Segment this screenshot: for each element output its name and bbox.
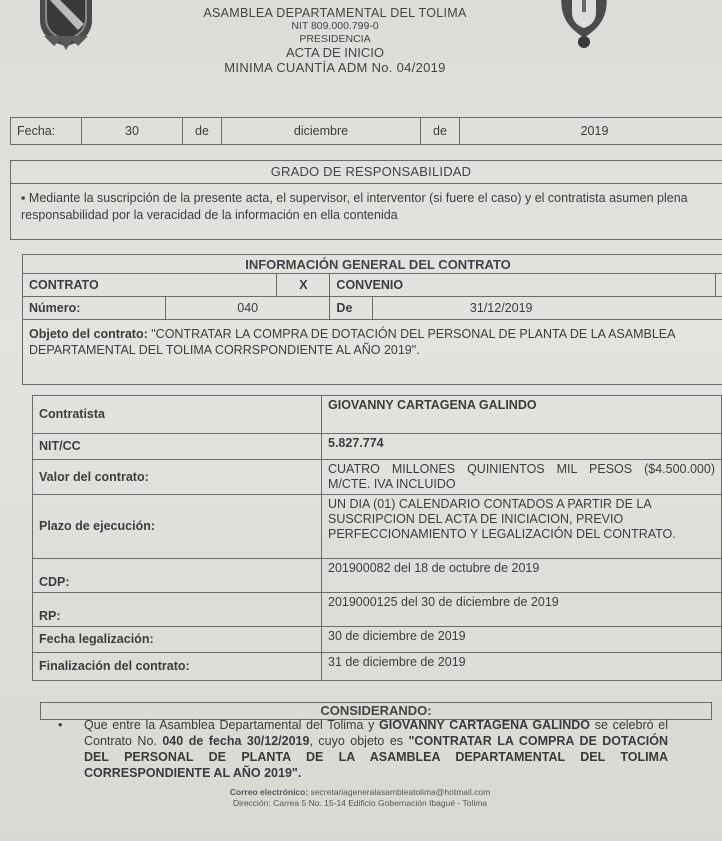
detail-label: Plazo de ejecución:	[33, 495, 322, 559]
detail-value: 5.827.774	[322, 434, 722, 460]
text-run: se celebró el Contrato No.	[84, 718, 668, 748]
detail-value: UN DIA (01) CALENDARIO CONTADOS A PARTIR DE LA SUSCRIPCION DEL ACTA DE INICIACION, PREVIO PERFECCIONAMIENTO Y LEGALIZACIÓN DEL CONTRATO.	[322, 495, 722, 559]
document-header	[150, 6, 520, 75]
square-bullet-icon: ▪	[21, 191, 26, 205]
detail-value: 2019000125 del 30 de diciembre de 2019	[322, 593, 722, 627]
footer-address-line	[150, 798, 570, 809]
address-value: Carrea 5 No. 15-14 Edificio Gobernación Ibagué - Tolima	[273, 798, 488, 808]
responsibility-text: Mediante la suscripción de la presente acta, el supervisor, el interventor (si fuere el caso) y el contratista asumen plena responsabilidad por la veracidad de la información en ella contenida	[21, 191, 688, 222]
org-nit: NIT 809.000.799-0	[291, 20, 379, 32]
colombia-coat-of-arms-icon	[556, 0, 612, 52]
date-de-1: de	[183, 118, 222, 145]
de-value: 31/12/2019	[373, 297, 722, 320]
date-de-2: de	[421, 118, 460, 145]
detail-value: 30 de diciembre de 2019	[322, 627, 722, 653]
numero-value: 040	[166, 297, 330, 320]
document-title: ACTA DE INICIO	[286, 45, 384, 60]
address-label: Dirección:	[232, 798, 271, 808]
org-name: ASAMBLEA DEPARTAMENTAL DEL TOLIMA	[203, 6, 467, 20]
email-value: secretariageneralasambleatolima@hotmail.com	[310, 787, 491, 797]
footer-email-line	[150, 787, 570, 798]
detail-label: RP:	[33, 593, 322, 627]
de-label: De	[330, 297, 373, 320]
detail-label: NIT/CC	[33, 434, 322, 460]
contract-details-table	[32, 395, 722, 681]
detail-value: GIOVANNY CARTAGENA GALINDO	[322, 396, 722, 434]
contrato-label: CONTRATO	[23, 274, 277, 297]
round-bullet-icon: •	[58, 718, 63, 732]
considerando-title: CONSIDERANDO:	[40, 702, 712, 720]
detail-label: Finalización del contrato:	[33, 653, 322, 681]
objeto-value: "CONTRATAR LA COMPRA DE DOTACIÓN DEL PERSONAL DE PLANTA DE LA ASAMBLEA DEPARTAMENTAL DEL TOLIMA CORRSPONDIENTE AL AÑO 2019".	[29, 327, 675, 357]
date-year: 2019	[460, 118, 722, 145]
responsibility-title: GRADO DE RESPONSABILIDAD	[11, 161, 722, 184]
objeto-label: Objeto del contrato:	[29, 327, 148, 341]
convenio-label: CONVENIO	[330, 274, 715, 297]
text-run: , cuyo objeto es	[309, 734, 409, 748]
convenio-mark	[715, 274, 722, 297]
text-run: Que entre la Asamblea Departamental del Tolima y	[84, 718, 380, 732]
date-table	[10, 117, 722, 145]
numero-label: Número:	[23, 297, 166, 320]
objeto-cell	[23, 320, 722, 385]
detail-label: Fecha legalización:	[33, 627, 322, 653]
responsibility-section	[10, 160, 722, 240]
contract-info-title: INFORMACIÓN GENERAL DEL CONTRATO	[23, 255, 722, 274]
contract-info-table	[22, 254, 722, 385]
contract-ref: 040 de fecha 30/12/2019	[162, 734, 310, 748]
email-label: Correo electrónico:	[229, 787, 309, 797]
detail-label: CDP:	[33, 559, 322, 593]
document-reference: MINIMA CUANTÍA ADM No. 04/2019	[224, 60, 446, 75]
detail-label: Valor del contrato:	[33, 460, 322, 495]
office-name: PRESIDENCIA	[299, 33, 371, 45]
detail-value: 201900082 del 18 de octubre de 2019	[322, 559, 722, 593]
date-day: 30	[82, 118, 183, 145]
considerando-paragraph	[84, 717, 668, 781]
detail-value: 31 de diciembre de 2019	[322, 653, 722, 681]
tolima-coat-of-arms-icon	[30, 0, 102, 52]
considerando-text-block	[58, 717, 668, 781]
date-label: Fecha:	[11, 118, 82, 145]
date-month: diciembre	[222, 118, 421, 145]
contract-object: "CONTRATAR LA COMPRA DE DOTACIÓN DEL PERSONAL DE PLANTA DE LA ASAMBLEA DEPARTAMENTAL DEL TOLIMA CORRESPONDIENTE AL AÑO 2019".	[84, 734, 669, 780]
detail-value: CUATRO MILLONES QUINIENTOS MIL PESOS ($4.500.000) M/CTE. IVA INCLUIDO	[322, 460, 722, 495]
responsibility-text-block	[11, 184, 722, 224]
detail-label: Contratista	[33, 396, 322, 434]
document-footer	[150, 787, 570, 809]
contractor-name: GIOVANNY CARTAGENA GALINDO	[379, 718, 591, 732]
contrato-mark: X	[277, 274, 330, 297]
